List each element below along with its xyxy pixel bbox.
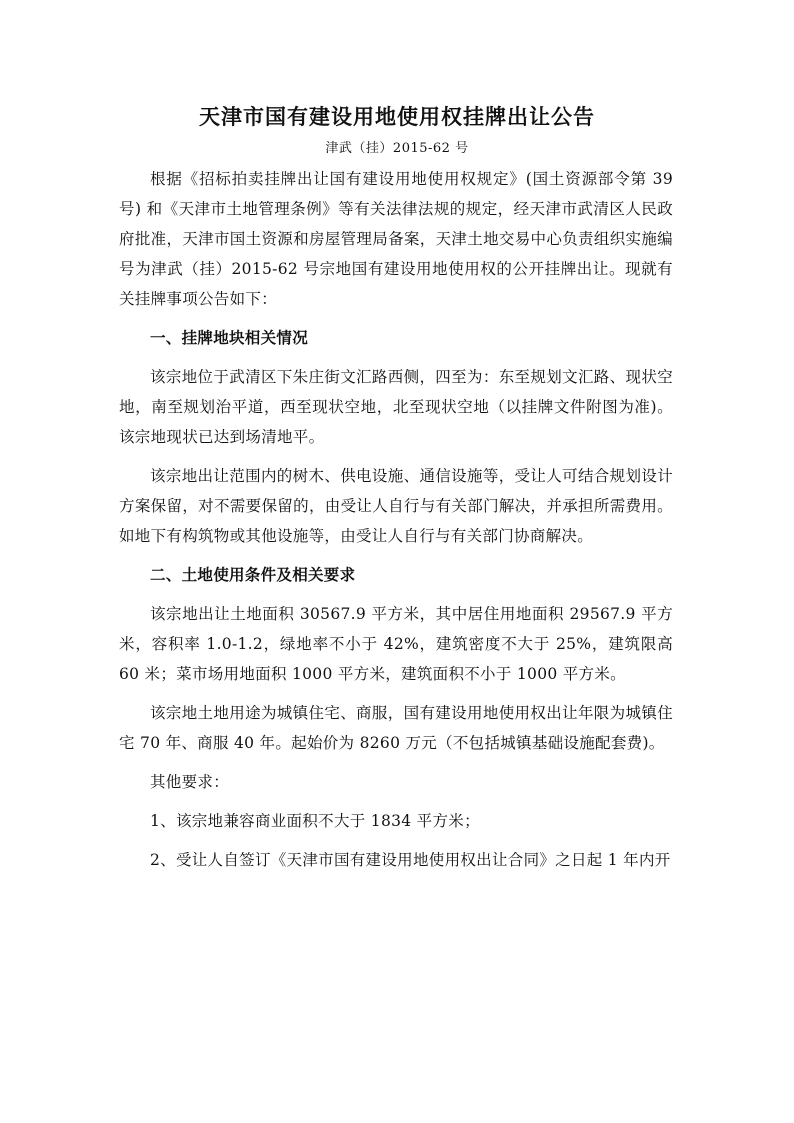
section-2-paragraph: 该宗地出让土地面积 30567.9 平方米，其中居住用地面积 29567.9 平方米，容积率 1.0-1.2，绿地率不小于 42%，建筑密度不大于 25%，建筑限高 60 米；菜市场用地面积 1000 平方米，建筑面积不小于 1000 平方米。 (119, 605, 673, 683)
document-title: 天津市国有建设用地使用权挂牌出让公告 (199, 104, 595, 129)
section-2-heading: 二、土地使用条件及相关要求 (150, 565, 356, 584)
intro-paragraph: 根据《招标拍卖挂牌出让国有建设用地使用权规定》(国土资源部令第 39 号) 和《天津市土地管理条例》等有关法律法规的规定，经天津市武清区人民政府批准，天津市国土资源和房屋管理局备案，天津土地交易中心负责组织实施编号为津武（挂）2015-62 号宗地国有建设用地使用权的公开挂牌出让。现就有关挂牌事项公告如下： (119, 170, 673, 308)
document-number: 津武（挂）2015-62 号 (325, 141, 469, 156)
section-1-heading: 一、挂牌地块相关情况 (150, 328, 309, 347)
section-2-paragraph: 该宗地土地用途为城镇住宅、商服，国有建设用地使用权出让年限为城镇住宅 70 年、商服 40 年。起始价为 8260 万元（不包括城镇基础设施配套费)。 (119, 704, 673, 752)
section-1-paragraph: 该宗地出让范围内的树木、供电设施、通信设施等，受让人可结合规划设计方案保留，对不需要保留的，由受让人自行与有关部门解决，并承担所需费用。如地下有构筑物或其他设施等，由受让人自行与有关部门协商解决。 (119, 467, 673, 545)
section-2-paragraph: 其他要求： (150, 773, 230, 791)
section-2-list-item: 1、该宗地兼容商业面积不大于 1834 平方米； (150, 812, 480, 830)
document-body (119, 164, 673, 884)
section-2-list-item: 2、受让人自签订《天津市国有建设用地使用权出让合同》之日起 1 年内开 (150, 851, 671, 869)
section-1-paragraph: 该宗地位于武清区下朱庄街文汇路西侧，四至为：东至规划文汇路、现状空地，南至规划治平道，西至现状空地，北至现状空地（以挂牌文件附图为准)。该宗地现状已达到场清地平。 (119, 368, 673, 446)
